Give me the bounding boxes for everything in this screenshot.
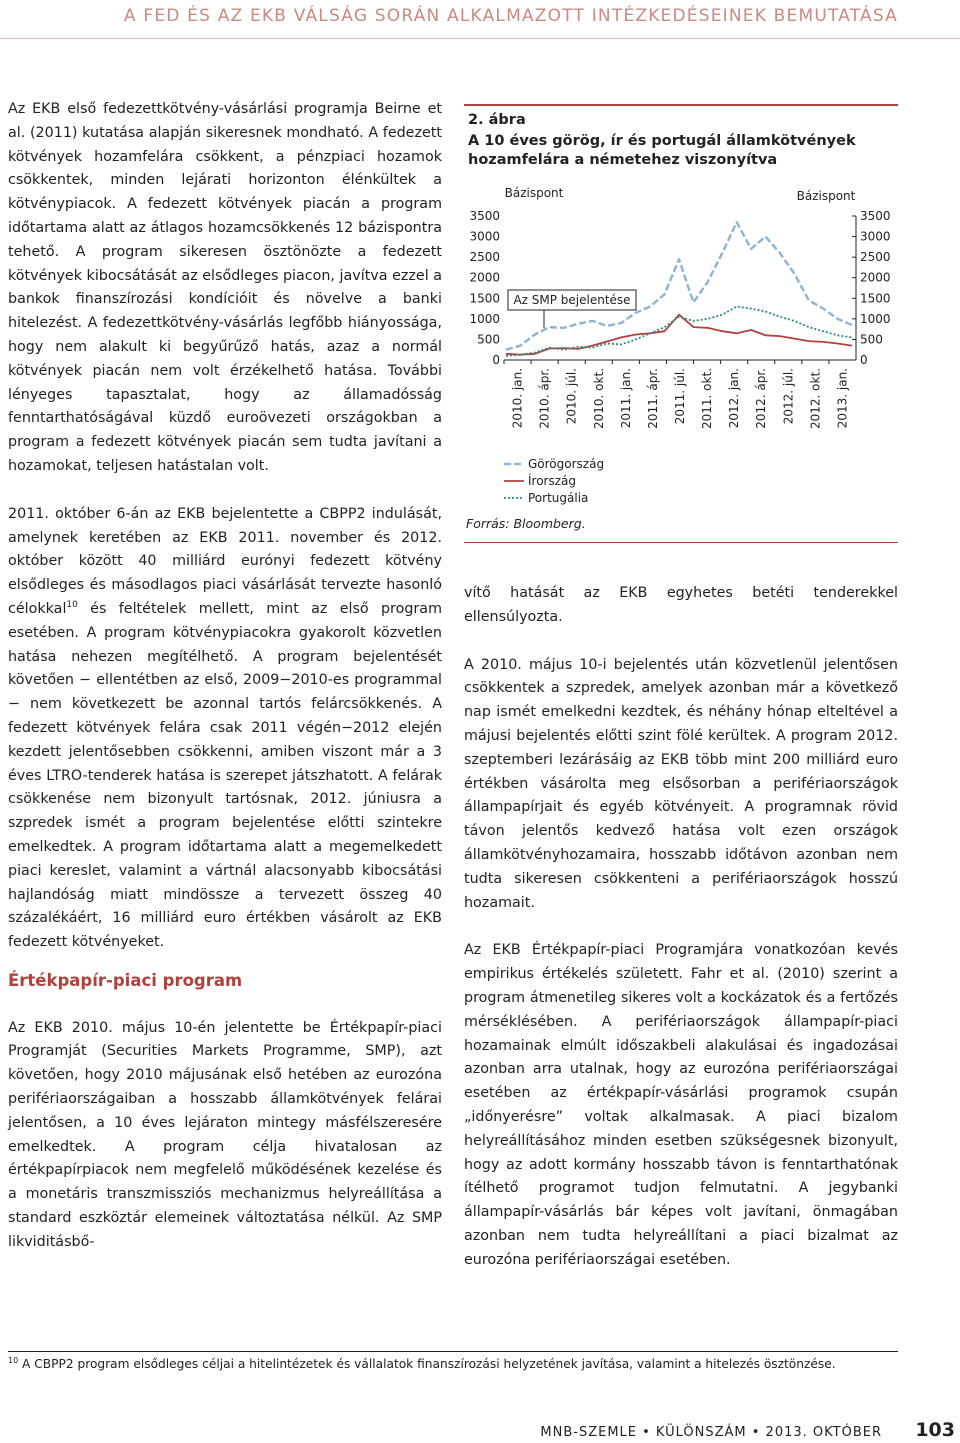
footnote-ref[interactable]: 10: [66, 600, 78, 611]
figure-bottom-rule: [464, 542, 898, 543]
y-tick-label-right: 2000: [860, 270, 891, 285]
x-tick-label: 2010. ápr.: [537, 368, 552, 429]
right-column: [464, 582, 898, 1273]
x-tick-label: 2011. jan.: [618, 368, 633, 429]
page-footer: [0, 1415, 960, 1443]
series-line-greece: [506, 222, 852, 350]
paragraph: Az EKB Értékpapír-piaci Programjára vonatkozóan kevés empirikus értékelés született. Fahr et al. (2010) szerint a program átmenetileg sikeres volt a kockázatok és a fertőzés mérséklésében. A perifériaországok állampapír-piaci hozamainak elmúlt időszakbeli alakulásai és ingadozásai azonban arra utalnak, hogy az eurozóna perifériaországai esetében az értékpapír-vásárlási programok csupán „időnyerésre” voltak alkalmasak. A piaci bizalom helyreállításához minden esetben szükségesnek bizonyult, hogy az adott kormány hosszabb távon is fenntarthatónak ítélhető programot tudjon felmutatni. A jegybanki állampapír-vásárlás bár képes volt javítani, önmagában azonban nem tudta helyreállítani a piaci bizalmat az eurozóna perifériaországai esetében.: [464, 942, 898, 1268]
x-tick-label: 2010. jan.: [510, 368, 525, 429]
y-tick-label-left: 500: [477, 332, 500, 347]
y-tick-label-right: 3500: [860, 209, 891, 223]
paragraph: vítő hatását az EKB egyhetes betéti tenderekkel ellensúlyozta.: [464, 585, 898, 625]
paragraph: A 2010. május 10-i bejelentés után közvetlenül jelentősen csökkentek a szpredek, amelyek azonban már a következő nap ismét emelkedni kezdtek, és néhány hónap elteltével a májusi bejelentés előtti szint fölé kerültek. A program 2012. szeptemberi lezárásáig az EKB több mint 200 milliárd euro értékben vásárolta meg elsősorban a perifériaországok állampapírjait és egyéb kötvényeit. A programnak rövid távon jelentős kedvező hatása volt ezen országok államkötvényhozamaira, hosszabb időtávon azonban nem tudta sikeresen csökkenteni a perifériaországok hosszú hozamait.: [464, 656, 898, 911]
figure-source: Forrás: Bloomberg.: [466, 516, 586, 531]
x-tick-label: 2011. ápr.: [645, 368, 660, 429]
footnote: [8, 1357, 908, 1371]
footnote-rule: [8, 1351, 898, 1352]
x-tick-label: 2013. jan.: [835, 368, 850, 429]
x-tick-label: 2011. okt.: [700, 368, 715, 429]
y-tick-label-right: 3000: [860, 229, 891, 244]
x-tick-label: 2012. jan.: [727, 368, 742, 429]
legend-label: Portugália: [528, 491, 589, 505]
running-header-title: A FED ÉS AZ EKB VÁLSÁG SORÁN ALKALMAZOTT INTÉZKEDÉSEINEK BEMUTATÁSA: [123, 6, 898, 26]
y-tick-label-right: 2500: [860, 250, 891, 265]
y-tick-label-left: 2000: [469, 270, 500, 285]
y-tick-label-right: 1000: [860, 311, 891, 326]
y-tick-label-left: 3500: [469, 209, 500, 223]
y-tick-label-right: 500: [860, 332, 883, 347]
footnote-number: 10: [8, 1355, 19, 1365]
x-tick-label: 2011. júl.: [673, 368, 687, 425]
x-tick-label: 2012. ápr.: [754, 368, 769, 429]
paragraph: Az EKB 2010. május 10-én jelentette be Értékpapír-piaci Programját (Securities Markets Programme, SMP), azt követően, hogy 2010 májusának első hetében az eurozóna perifériaországaiban a hosszabb államkötvények felárai jelentősen, a 10 éves lejáraton mintegy másfélszeresére emelkedtek. A program célja hivatalosan az értékpapírpiacok nem megfelelő működésének kezelése és a monetáris transzmissziós mechanizmus helyreállítása a standard eszköztár elemeinek változtatása nélkül. Az SMP likviditásbő-: [8, 1019, 442, 1250]
y-tick-label-right: 0: [860, 353, 868, 367]
x-tick-label: 2012. okt.: [808, 368, 823, 429]
y-tick-label-left: 0: [492, 353, 500, 367]
paragraph-text: 2011. október 6-án az EKB bejelentette a CBPP2 indulását, amelynek keretében az EKB 2011. november és 2012. október között 40 milliárd eurónyi fedezett kötvény elsődleges és másodlagos piaci vásárlását tervezte hasonló célokkal: [8, 505, 442, 617]
y-axis-label-left: Bázispont: [504, 186, 564, 200]
paragraph: Az EKB első fedezettkötvény-vásárlási programja Beirne et al. (2011) kutatása alapján sikeresnek mondható. A fedezett kötvények hozamfelára csökkent, a pénzpiaci hozamok csökkentek, minden lejárati horizonton élénkültek a kötvénypiacok. A fedezett kötvények piacán a program időtartama alatt az átlagos hozamcsökkenés 12 bázispontra tehető. A program sikeresen ösztönözte a fedezett kötvények kibocsátását az elsődleges piacon, javítva ezzel a bankok finanszírozási kondícióit és növelve a banki hitelezést. A fedezettkötvény-vásárlás legfőbb hiányossága, hogy nem alakult ki begyűrűző hatás, azaz a normál kötvények piacán nem volt érzékelhető hatása. További lényeges tapasztalat, hogy az államadósság fenntarthatóságával küzdő euroövezeti országokban a program a fedezett kötvények piacán sem tudta javítani a hozamokat, teljesen hatástalan volt.: [8, 101, 442, 474]
footer-journal: MNB-SZEMLE • KÜLÖNSZÁM • 2013. OKTÓBER: [540, 1425, 882, 1440]
legend-label: Görögország: [528, 457, 605, 471]
left-column: [8, 98, 442, 1255]
figure-number: 2. ábra: [468, 112, 526, 128]
y-tick-label-right: 1500: [860, 291, 891, 306]
paragraph-text: és feltételek mellett, mint az első program esetében. A program kötvénypiacokra gyakorolt közvetlen hatása nehezen megítélhető. A program bejelentését követően − ellentétben az első, 2009−2010-es programmal − nem következett be azonnal tartós felárcsökkenés. A fedezett kötvények felára csak 2011 végén−2012 elején kezdett jelentősebben csökkenni, amiben viszont már a 3 éves LTRO-tenderek hatása is szerepet játszhatott. A felárak csökkenése nem bizonyult tartósnak, 2012. júniusra a szpredek ismét a program bejelentése előtti szintekre emelkedtek. A program időtartama alatt a megemelkedett piaci kereslet, valamint a vártnál alacsonyabb kibocsátási hajlandóság miatt mindössze a tervezett összeg 40 százalékáért, 16 milliárd euro értékben vásárolt az EKB fedezett kötvényeket.: [8, 600, 442, 951]
section-heading: Értékpapír-piaci program: [8, 970, 243, 990]
y-axis-label-right: Bázispont: [796, 189, 856, 203]
y-tick-label-left: 1000: [469, 311, 500, 326]
running-header: [0, 0, 960, 39]
x-tick-label: 2010. júl.: [564, 368, 579, 425]
footnote-text: A CBPP2 program elsődleges céljai a hitelintézetek és vállalatok finanszírozási helyzetének javítása, valamint a hitelezés ösztönzése.: [18, 1357, 836, 1371]
y-tick-label-left: 3000: [469, 229, 500, 244]
figure-title: A 10 éves görög, ír és portugál államkötvények hozamfelára a németehez viszonyítva: [468, 133, 856, 168]
x-tick-label: 2010. okt.: [591, 368, 606, 429]
page-number: 103: [915, 1419, 955, 1441]
y-tick-label-left: 2500: [469, 250, 500, 265]
paragraph: [8, 503, 442, 955]
figure-top-rule: [464, 104, 898, 106]
legend-label: Írország: [528, 474, 577, 488]
x-tick-label: 2012. júl.: [781, 368, 796, 425]
smp-annotation-label: Az SMP bejelentése: [513, 293, 631, 307]
figure-2: [464, 104, 898, 544]
y-tick-label-left: 1500: [469, 291, 500, 306]
spread-chart: [464, 182, 898, 512]
